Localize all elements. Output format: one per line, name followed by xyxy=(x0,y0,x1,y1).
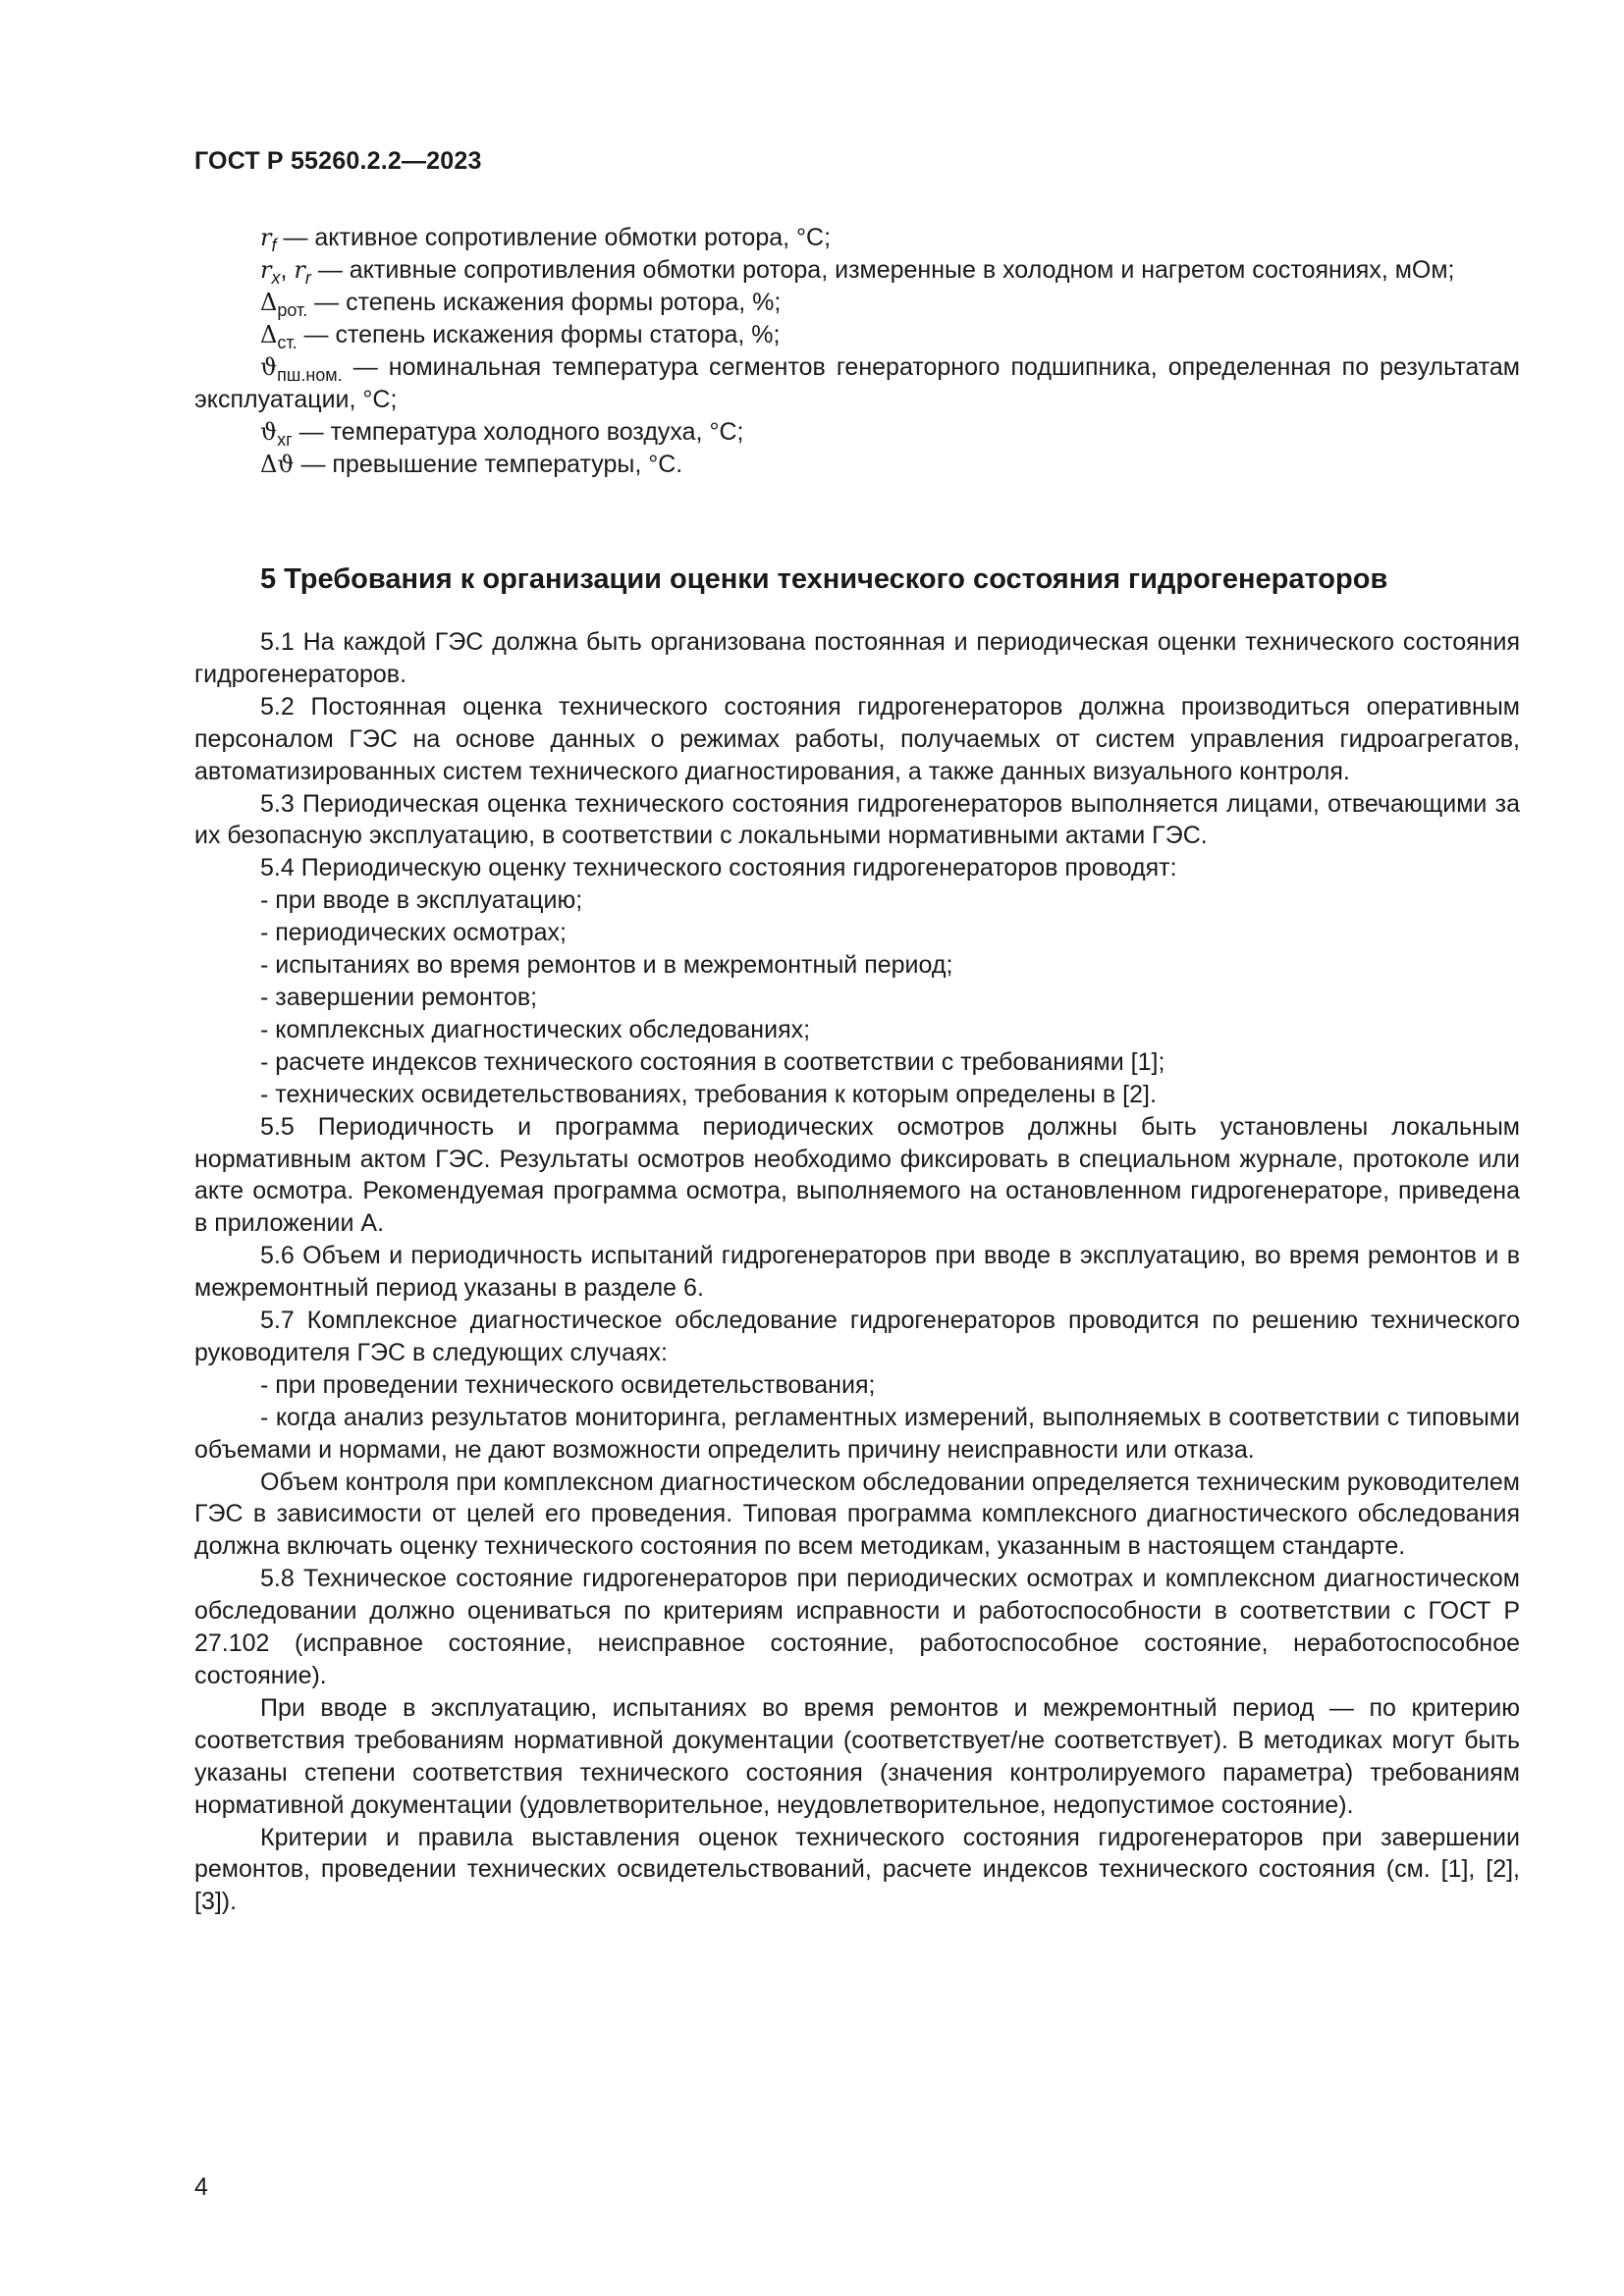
paragraph: 5.7 Комплексное диагностическое обследование гидрогенераторов проводится по решению технического руководителя ГЭС в следующих случаях: xyxy=(194,1307,1520,1366)
section-body xyxy=(194,626,1520,1918)
definition-item: $r_f$ — активное сопротивление обмотки ротора, °С; xyxy=(260,224,832,255)
paragraph: 5.2 Постоянная оценка технического состояния гидрогенераторов должна производиться оперативным персоналом ГЭС на основе данных о режимах работы, получаемых от систем управления гидроагрегатов, автоматизированных систем технического диагностирования, а также данных визуального контроля. xyxy=(194,692,1520,785)
paragraph: Объем контроля при комплексном диагностическом обследовании определяется техническим руководителем ГЭС в зависимости от целей его проведения. Типовая программа комплексного диагностического обследования должна включать оценку технического состояния по всем методикам, указанным в настоящем стандарте. xyxy=(194,1468,1520,1561)
paragraph: При вводе в эксплуатацию, испытаниях во время ремонтов и межремонтный период — по критерию соответствия требованиям нормативной документации (соответствует/не соответствует). В методиках могут быть указаны степени соответствия технического состояния (значения контролируемого параметра) требованиям нормативной документации (удовлетворительное, неудовлетворительное, недопустимое состояние). xyxy=(194,1693,1520,1819)
list-item: - расчете индексов технического состояния в соответствии с требованиями [1]; xyxy=(260,1047,1165,1076)
paragraph: 5.6 Объем и периодичность испытаний гидрогенераторов при вводе в эксплуатацию, во время ремонтов и в межремонтный период указаны в разделе 6. xyxy=(194,1242,1520,1303)
list-item: - при проведении технического освидетельствования; xyxy=(260,1370,876,1399)
definition-item: $ϑ_{хг}$ — температура холодного воздуха, °С; xyxy=(260,418,744,450)
list-item: - периодических осмотрах; xyxy=(260,919,567,947)
list-item: - испытаниях во время ремонтов и в межремонтный период; xyxy=(260,951,953,980)
paragraph: 5.4 Периодическую оценку технического состояния гидрогенераторов проводят: xyxy=(260,854,1177,882)
list-item: - технических освидетельствованиях, требования к которым определены в [2]. xyxy=(260,1080,1157,1108)
definition-item: $\Delta_{рот.}$ — степень искажения формы ротора, %; xyxy=(260,289,782,320)
paragraph: 5.3 Периодическая оценка технического состояния гидрогенераторов выполняется лицами, отвечающими за их безопасную эксплуатацию, в соответствии с локальными нормативными актами ГЭС. xyxy=(194,789,1520,850)
list-item: - завершении ремонтов; xyxy=(260,983,538,1011)
paragraph: 5.1 На каждой ГЭС должна быть организована постоянная и периодическая оценки технического состояния гидрогенераторов. xyxy=(194,628,1520,688)
list-item: - при вводе в эксплуатацию; xyxy=(260,886,583,915)
page-number: 4 xyxy=(194,2173,208,2201)
definition-item: $ϑ_{пш.ном.}$ — номинальная температура сегментов генераторного подшипника, определенная по результатам эксплуатации, °С; xyxy=(194,353,1520,413)
paragraph: 5.5 Периодичность и программа периодических осмотров должны быть установлены локальным нормативным актом ГЭС. Результаты осмотров необходимо фиксировать в специальном журнале, протоколе или акте осмотра. Рекомендуемая программа осмотра, выполняемого на остановленном гидрогенераторе, приведена в приложении А. xyxy=(194,1112,1520,1238)
definition-item: $r_x$, $r_r$ — активные сопротивления обмотки ротора, измеренные в холодном и нагретом состояниях, мОм; xyxy=(260,256,1455,288)
paragraph: Критерии и правила выставления оценок технического состояния гидрогенераторов при завершении ремонтов, проведении технических освидетельствований, расчете индексов технического состояния (см. [1], [2], [3]). xyxy=(194,1823,1520,1916)
definition-item: $\Delta_{ст.}$ — степень искажения формы статора, %; xyxy=(260,321,781,352)
document-header: ГОСТ Р 55260.2.2—2023 xyxy=(194,147,482,175)
paragraph: 5.8 Техническое состояние гидрогенераторов при периодических осмотрах и комплексном диагностическом обследовании должно оцениваться по критериям исправности и работоспособности в соответствии с ГОСТ Р 27.102 (исправное состояние, неисправное состояние, работоспособное состояние, неработоспособное состояние). xyxy=(194,1565,1520,1689)
list-item: - комплексных диагностических обследованиях; xyxy=(260,1015,811,1043)
symbol-definitions xyxy=(194,222,1520,481)
list-item: - когда анализ результатов мониторинга, регламентных измерений, выполняемых в соответствии с типовыми объемами и нормами, не дают возможности определить причину неисправности или отказа. xyxy=(194,1403,1520,1464)
section-title: 5 Требования к организации оценки технического состояния гидрогенераторов xyxy=(260,563,1388,595)
definition-item: Δϑ — превышение температуры, °С. xyxy=(260,451,683,478)
